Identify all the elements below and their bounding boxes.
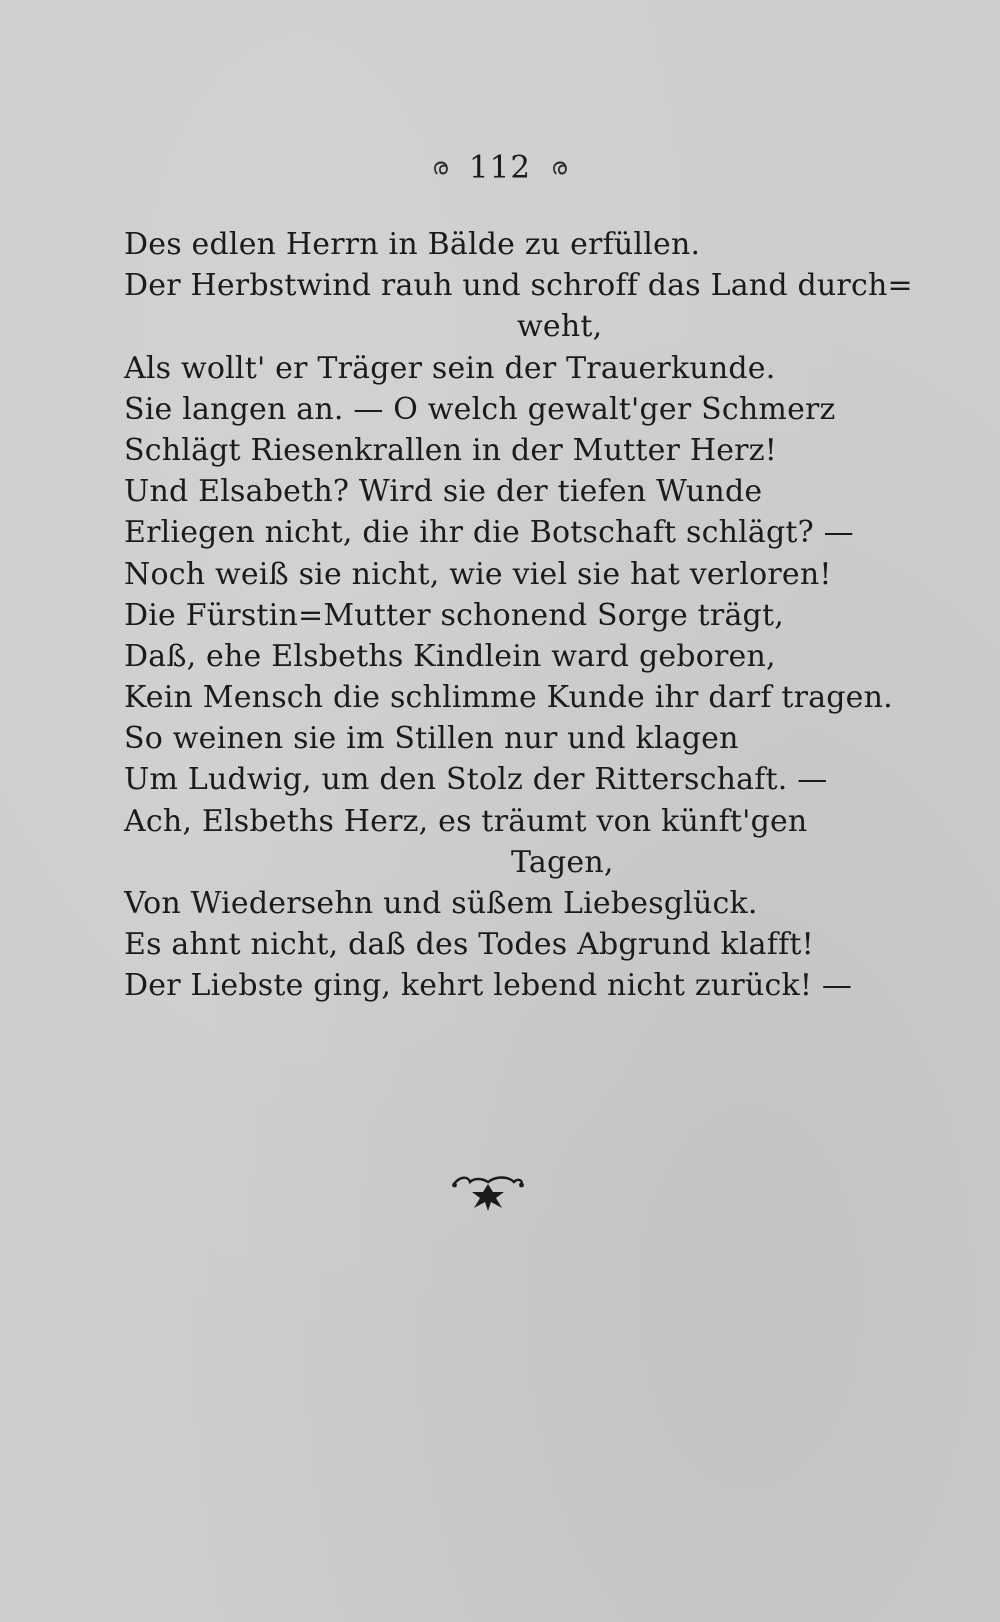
ornament-left-icon: ര [432,155,449,180]
ornament-right-icon: ര [551,155,568,180]
poem-line: Sie langen an. — O welch gewalt'ger Schmerz [124,391,836,427]
poem-line: Noch weiß sie nicht, wie viel sie hat verloren! [124,556,832,592]
poem-line-continuation: weht, [517,309,603,345]
poem-line: Und Elsabeth? Wird sie der tiefen Wunde [124,474,763,510]
poem-line: Um Ludwig, um den Stolz der Ritterschaft. — [124,762,828,798]
poem-line: Schlägt Riesenkrallen in der Mutter Herz! [124,432,777,468]
poem-line: Der Liebste ging, kehrt lebend nicht zurück! — [124,968,853,1004]
poem-line: Kein Mensch die schlimme Kunde ihr darf tragen. [124,680,893,716]
poem-line: Als wollt' er Träger sein der Trauerkunde. [124,350,776,386]
page-header [0,148,1000,186]
poem-line: Erliegen nicht, die ihr die Botschaft schlägt? — [124,515,854,551]
poem-text [124,224,913,1007]
page-number: 112 [468,149,532,186]
poem-line: Die Fürstin=Mutter schonend Sorge trägt, [124,597,784,633]
poem-line: Es ahnt nicht, daß des Todes Abgrund klafft! [124,927,814,963]
poem-line: So weinen sie im Stillen nur und klagen [124,721,739,757]
poem-line: Von Wiedersehn und süßem Liebesglück. [124,886,758,921]
poem-line: Ach, Elsbeths Herz, es träumt von künft'gen [124,803,808,839]
poem-line: Der Herbstwind rauh und schroff das Land durch= [124,268,913,304]
poem-line: Des edlen Herrn in Bälde zu erfüllen. [124,227,701,262]
ivy-leaf-icon [452,1172,524,1212]
poem-line-continuation: Tagen, [511,844,614,880]
poem-line: Daß, ehe Elsbeths Kindlein ward geboren, [124,638,776,674]
